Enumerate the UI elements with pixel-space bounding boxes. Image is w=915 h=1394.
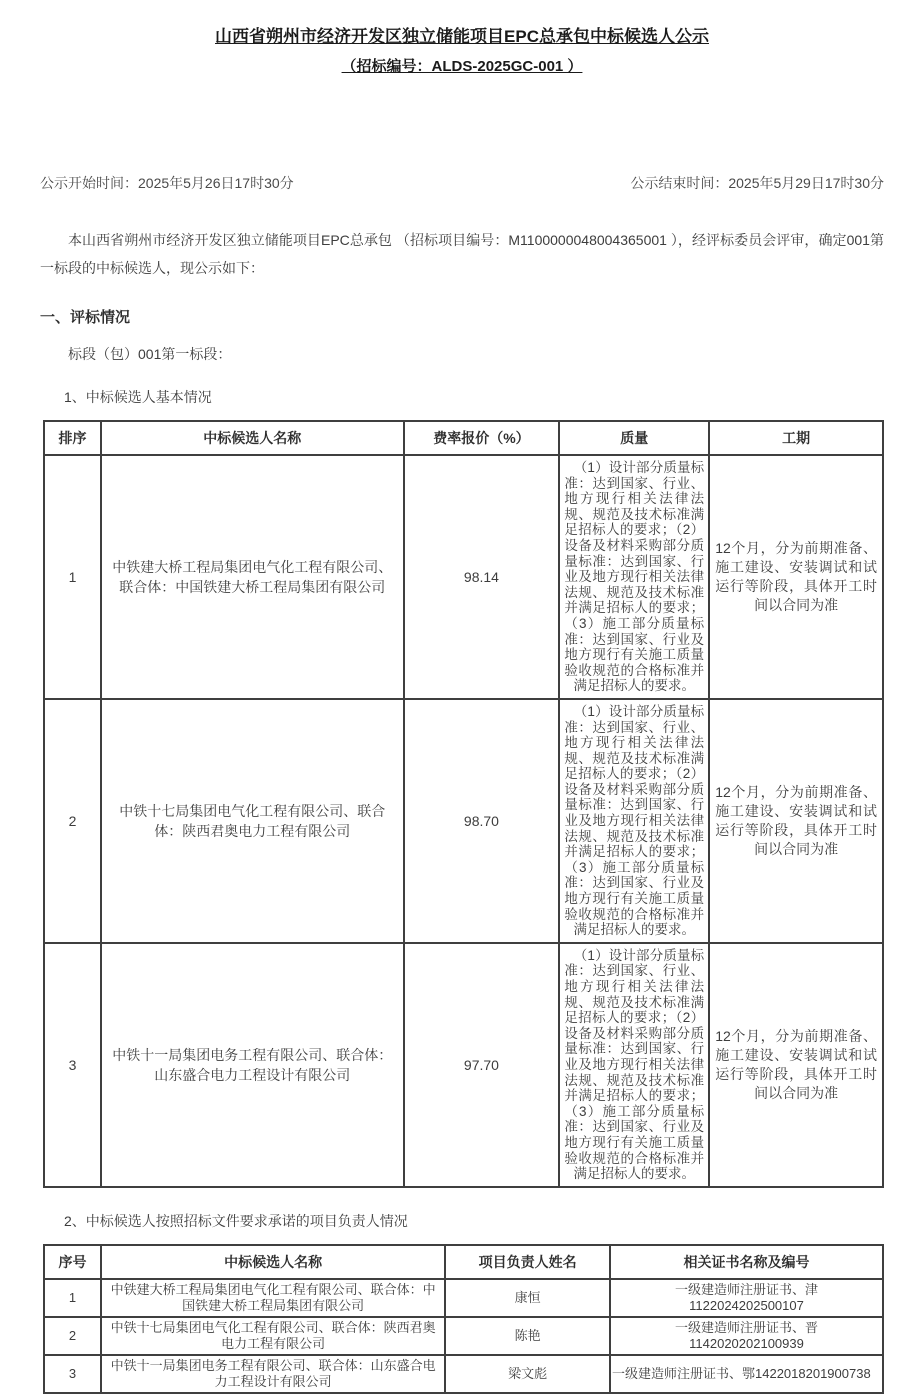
quality-cell: （1）设计部分质量标准：达到国家、行业、地方现行相关法律法规、规范及技术标准满足招标人的要求；（2）设备及材料采购部分质量标准：达到国家、行业及地方现行相关法律法规、规范及技术标准并满足招标人的要求；（3）施工部分质量标准：达到国家、行业及地方现行有关施工质量验收规范的合格标准并满足招标人的要求。 <box>559 455 709 699</box>
publicity-start-time <box>40 173 294 193</box>
intro-paragraph: 本山西省朔州市经济开发区独立储能项目EPC总承包 （招标项目编号：M1100000048004365001 ），经评标委员会评审，确定001第一标段的中标候选人，现公示如下： <box>40 232 884 276</box>
candidates-table-header-row <box>44 421 883 455</box>
serial-cell: 3 <box>44 1355 101 1393</box>
manager-row-3 <box>44 1355 883 1393</box>
header-certificate: 相关证书名称及编号 <box>610 1245 883 1279</box>
publicity-end-value: 2025年5月29日17时30分 <box>728 175 884 191</box>
manager-name-cell: 梁文彪 <box>445 1355 610 1393</box>
rank-cell: 1 <box>44 455 101 699</box>
rate-cell: 97.70 <box>404 943 560 1187</box>
candidate-name-cell: 中铁十七局集团电气化工程有限公司、联合体：陕西君奥电力工程有限公司 <box>101 699 404 943</box>
certificate-cell <box>610 1317 883 1355</box>
rank-cell: 3 <box>44 943 101 1187</box>
duration-cell: 12个月，分为前期准备、施工建设、安装调试和试运行等阶段，具体开工时间以合同为准 <box>709 455 883 699</box>
candidate-row-3 <box>44 943 883 1187</box>
candidate-name-cell: 中铁建大桥工程局集团电气化工程有限公司、联合体：中国铁建大桥工程局集团有限公司 <box>101 1279 445 1317</box>
section-evaluation-title: 一、评标情况 <box>40 309 131 326</box>
candidate-name-cell: 中铁十七局集团电气化工程有限公司、联合体：陕西君奥电力工程有限公司 <box>101 1317 445 1355</box>
header-duration: 工期 <box>709 421 883 455</box>
publicity-end-label: 公示结束时间： <box>630 175 729 191</box>
candidate-row-2 <box>44 699 883 943</box>
managers-table-header-row <box>44 1245 883 1279</box>
certificate-title: 一级建造师注册证书、津 <box>674 1281 818 1297</box>
publicity-start-value: 2025年5月26日17时30分 <box>138 175 294 191</box>
header-serial-number: 序号 <box>44 1245 101 1279</box>
publicity-end-time <box>630 173 884 193</box>
manager-name-cell: 康恒 <box>445 1279 610 1317</box>
managers-table <box>43 1244 884 1394</box>
candidate-name-cell: 中铁建大桥工程局集团电气化工程有限公司、联合体：中国铁建大桥工程局集团有限公司 <box>101 455 404 699</box>
candidate-name-cell: 中铁十一局集团电务工程有限公司、联合体：山东盛合电力工程设计有限公司 <box>101 943 404 1187</box>
certificate-title: 一级建造师注册证书、鄂1422018201900738 <box>612 1365 871 1381</box>
tender-number-subtitle: （招标编号：ALDS-2025GC-001 ） <box>341 58 583 75</box>
lot-label: 标段（包）001第一标段： <box>68 346 232 362</box>
header-quality: 质量 <box>559 421 709 455</box>
manager-row-2 <box>44 1317 883 1355</box>
publicity-time-row <box>40 173 884 193</box>
duration-cell: 12个月，分为前期准备、施工建设、安装调试和试运行等阶段，具体开工时间以合同为准 <box>709 699 883 943</box>
candidates-table <box>43 420 884 1188</box>
certificate-number: 1122024202500107 <box>689 1297 804 1313</box>
header-candidate-name: 中标候选人名称 <box>101 1245 445 1279</box>
header-rate-quote: 费率报价（%） <box>404 421 560 455</box>
page-title: 山西省朔州市经济开发区独立储能项目EPC总承包中标候选人公示 <box>215 27 709 46</box>
header-manager-name: 项目负责人姓名 <box>445 1245 610 1279</box>
certificate-cell <box>610 1279 883 1317</box>
publicity-start-label: 公示开始时间： <box>40 175 138 191</box>
duration-cell: 12个月，分为前期准备、施工建设、安装调试和试运行等阶段，具体开工时间以合同为准 <box>709 943 883 1187</box>
rank-cell: 2 <box>44 699 101 943</box>
quality-cell: （1）设计部分质量标准：达到国家、行业、地方现行相关法律法规、规范及技术标准满足招标人的要求；（2）设备及材料采购部分质量标准：达到国家、行业及地方现行相关法律法规、规范及技术标准并满足招标人的要求；（3）施工部分质量标准：达到国家、行业及地方现行有关施工质量验收规范的合格标准并满足招标人的要求。 <box>559 699 709 943</box>
candidate-row-1 <box>44 455 883 699</box>
header-candidate-name: 中标候选人名称 <box>101 421 404 455</box>
rate-cell: 98.14 <box>404 455 560 699</box>
quality-cell: （1）设计部分质量标准：达到国家、行业、地方现行相关法律法规、规范及技术标准满足招标人的要求；（2）设备及材料采购部分质量标准：达到国家、行业及地方现行相关法律法规、规范及技术标准并满足招标人的要求；（3）施工部分质量标准：达到国家、行业及地方现行有关施工质量验收规范的合格标准并满足招标人的要求。 <box>559 943 709 1187</box>
rate-cell: 98.70 <box>404 699 560 943</box>
certificate-cell <box>610 1355 883 1393</box>
certificate-title: 一级建造师注册证书、晋 <box>674 1319 818 1335</box>
subsection-candidates-title: 1、中标候选人基本情况 <box>64 389 212 405</box>
manager-name-cell: 陈艳 <box>445 1317 610 1355</box>
manager-row-1 <box>44 1279 883 1317</box>
certificate-number: 1142020202100939 <box>689 1335 804 1351</box>
serial-cell: 2 <box>44 1317 101 1355</box>
candidate-name-cell: 中铁十一局集团电务工程有限公司、联合体：山东盛合电力工程设计有限公司 <box>101 1355 445 1393</box>
header-rank: 排序 <box>44 421 101 455</box>
subsection-managers-title: 2、中标候选人按照招标文件要求承诺的项目负责人情况 <box>64 1212 408 1229</box>
serial-cell: 1 <box>44 1279 101 1317</box>
